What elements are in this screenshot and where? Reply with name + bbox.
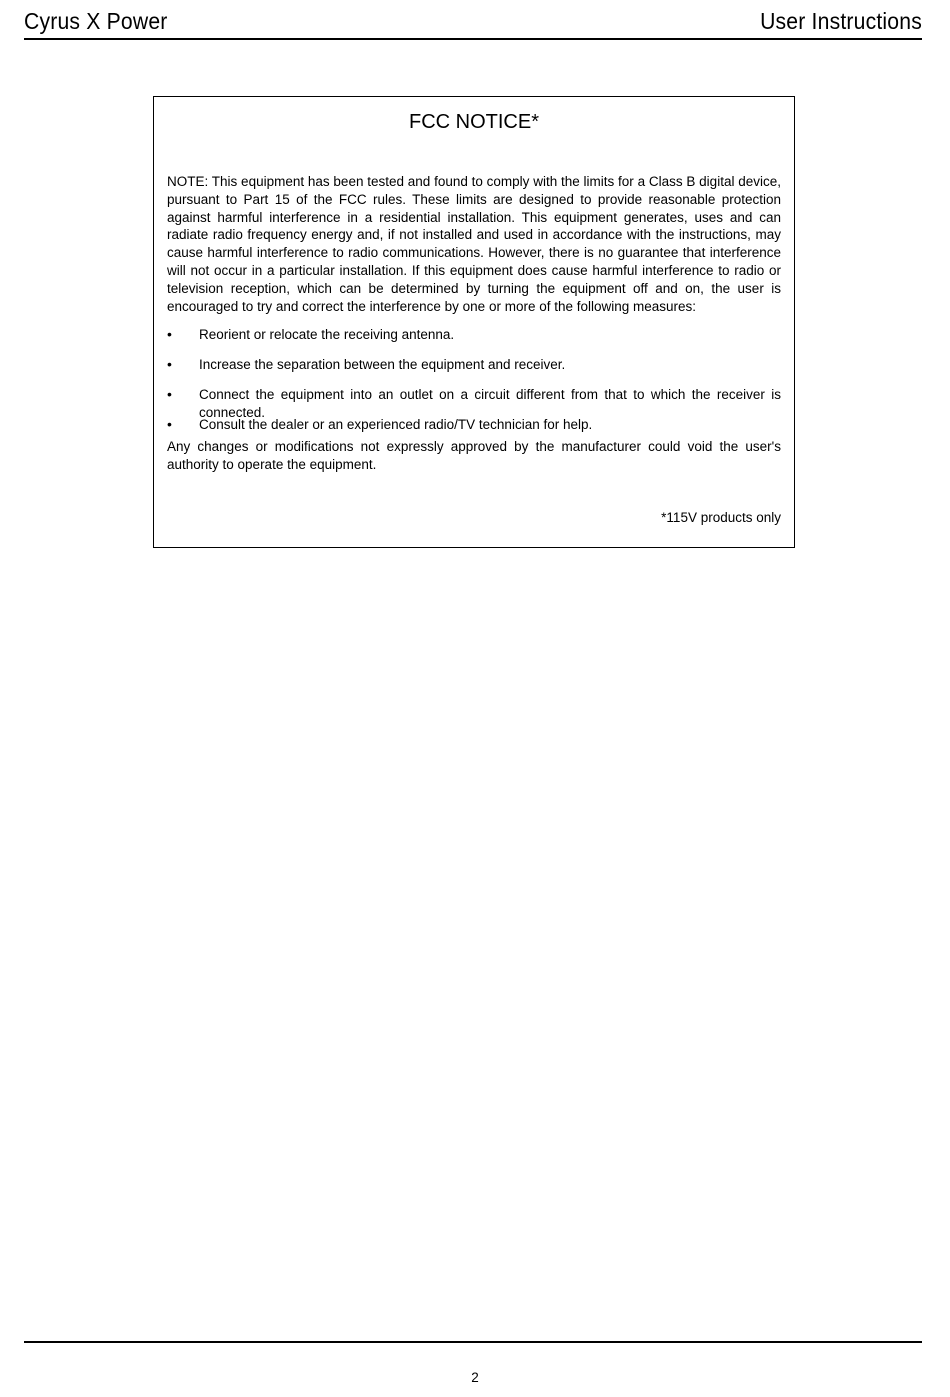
list-item bbox=[167, 350, 781, 380]
fcc-notice-box bbox=[153, 96, 795, 548]
list-item bbox=[167, 320, 781, 350]
list-item-text: Connect the equipment into an outlet on a circuit different from that to which the receiver is connected. bbox=[199, 387, 781, 421]
header-document-type: User Instructions bbox=[760, 8, 922, 34]
notice-paragraph: NOTE: This equipment has been tested and found to comply with the limits for a Class B digital device, pursuant to Part 15 of the FCC rules. These limits are designed to provide reasonable protection against harmful interference in a residential installation. This equipment generates, uses and can radiate radio frequency energy and, if not installed and used in accordance with the instructions, may cause harmful interference to radio communications. However, there is no guarantee that interference will not occur in a particular installation. If this equipment does cause harmful interference to radio or television reception, which can be determined by turning the equipment off and on, the user is encouraged to try and correct the interference by one or more of the following measures: bbox=[167, 174, 781, 314]
header-product-name: Cyrus X Power bbox=[24, 8, 168, 34]
notice-body bbox=[167, 173, 781, 474]
list-item bbox=[167, 410, 781, 440]
list-item bbox=[167, 380, 781, 421]
page-header bbox=[24, 6, 922, 40]
notice-footnote: *115V products only bbox=[661, 510, 781, 525]
bullet-icon: • bbox=[167, 386, 172, 403]
bullet-icon: • bbox=[167, 356, 172, 373]
bullet-icon: • bbox=[167, 416, 172, 433]
list-item-text: Reorient or relocate the receiving antenna. bbox=[199, 327, 455, 343]
list-item-text: Increase the separation between the equipment and receiver. bbox=[199, 357, 566, 373]
list-item-text: Consult the dealer or an experienced radio/TV technician for help. bbox=[199, 417, 593, 433]
notice-title: FCC NOTICE* bbox=[409, 111, 539, 133]
bullet-icon: • bbox=[167, 326, 172, 343]
footer-divider bbox=[24, 1341, 922, 1343]
notice-closing: Any changes or modifications not expressly approved by the manufacturer could void the user's authority to operate the equipment. bbox=[167, 439, 781, 473]
measures-list bbox=[167, 320, 781, 440]
page-number: 2 bbox=[471, 1370, 479, 1385]
